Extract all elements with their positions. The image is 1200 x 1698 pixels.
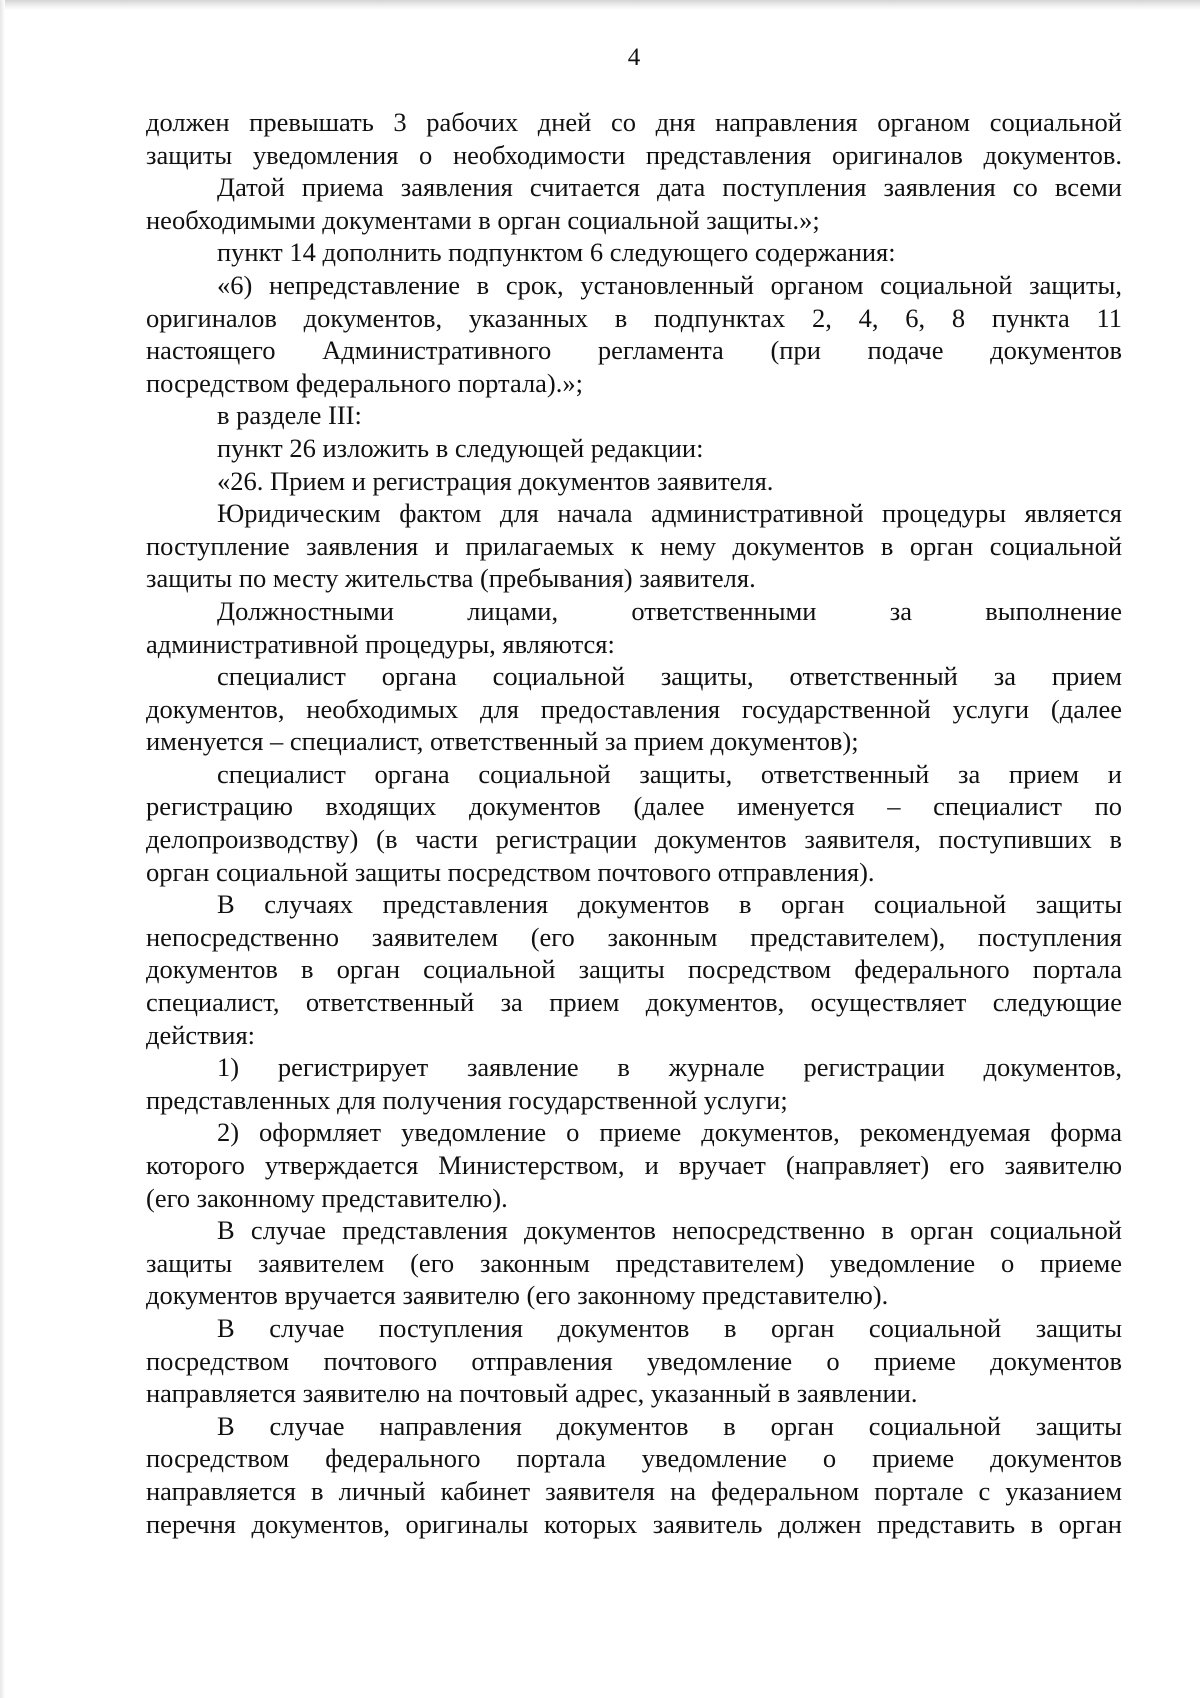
text-line: В случае поступления документов в орган социальной защиты xyxy=(217,1312,1122,1343)
text-line: делопроизводству) (в части регистрации документов заявителя, поступивших в xyxy=(146,824,1122,855)
text-line: оригиналов документов, указанных в подпунктах 2, 4, 6, 8 пункта 11 xyxy=(146,302,1122,333)
text-line: документов в орган социальной защиты посредством федерального портала xyxy=(146,954,1122,985)
text-line: пункт 14 дополнить подпунктом 6 следующего содержания: xyxy=(217,237,896,268)
text-line: «6) непредставление в срок, установленный органом социальной защиты, xyxy=(217,269,1122,300)
text-line: непосредственно заявителем (его законным представителем), поступления xyxy=(146,921,1122,952)
text-line: В случаях представления документов в орган социальной защиты xyxy=(217,889,1122,920)
text-line: посредством федерального портала).»; xyxy=(146,367,583,398)
text-line: документов вручается заявителю (его законному представителю). xyxy=(146,1280,889,1311)
text-line: необходимыми документами в орган социальной защиты.»; xyxy=(146,204,820,235)
text-line: «26. Прием и регистрация документов заявителя. xyxy=(217,465,774,496)
text-line: 1) регистрирует заявление в журнале регистрации документов, xyxy=(217,1052,1122,1083)
text-line: поступление заявления и прилагаемых к нему документов в орган социальной xyxy=(146,530,1122,561)
text-line: направляется заявителю на почтовый адрес, указанный в заявлении. xyxy=(146,1378,918,1409)
text-line: перечня документов, оригиналы которых заявитель должен представить в орган xyxy=(146,1508,1122,1539)
text-line: В случае представления документов непосредственно в орган социальной xyxy=(217,1215,1122,1246)
text-line: защиты по месту жительства (пребывания) заявителя. xyxy=(146,563,756,594)
text-line: направляется в личный кабинет заявителя на федеральном портале с указанием xyxy=(146,1475,1122,1506)
text-line: посредством почтового отправления уведомление о приеме документов xyxy=(146,1345,1122,1376)
text-line: защиты уведомления о необходимости представления оригиналов документов. xyxy=(146,139,1122,170)
text-line: пункт 26 изложить в следующей редакции: xyxy=(217,432,704,463)
text-line: специалист органа социальной защиты, ответственный за прием и xyxy=(217,758,1122,789)
text-line: орган социальной защиты посредством почтового отправления). xyxy=(146,856,875,887)
text-line: специалист органа социальной защиты, ответственный за прием xyxy=(217,661,1122,692)
text-line: должен превышать 3 рабочих дней со дня направления органом социальной xyxy=(146,107,1122,137)
text-line: защиты заявителем (его законным представителем) уведомление о приеме xyxy=(146,1247,1122,1278)
text-line: Юридическим фактом для начала административной процедуры является xyxy=(217,498,1122,529)
text-line: административной процедуры, являются: xyxy=(146,628,615,659)
document-body xyxy=(146,106,1122,1540)
text-line: настоящего Административного регламента (при подаче документов xyxy=(146,335,1122,366)
page-number: 4 xyxy=(627,44,641,71)
text-line: Должностными лицами, ответственными за выполнение xyxy=(217,595,1122,626)
text-line: в разделе III: xyxy=(217,400,362,431)
scan-left-edge xyxy=(0,0,5,1698)
text-line: посредством федерального портала уведомление о приеме документов xyxy=(146,1443,1122,1474)
text-line: специалист, ответственный за прием документов, осуществляет следующие xyxy=(146,987,1122,1018)
text-line: 2) оформляет уведомление о приеме документов, рекомендуемая форма xyxy=(217,1117,1122,1148)
text-line: представленных для получения государственной услуги; xyxy=(146,1084,788,1115)
text-line: регистрацию входящих документов (далее именуется – специалист по xyxy=(146,791,1122,822)
text-line: (его законному представителю). xyxy=(146,1182,508,1213)
text-line: которого утверждается Министерством, и вручает (направляет) его заявителю xyxy=(146,1150,1122,1180)
text-line: В случае направления документов в орган социальной защиты xyxy=(217,1410,1122,1441)
text-line: именуется – специалист, ответственный за прием документов); xyxy=(146,726,859,757)
text-line: Датой приема заявления считается дата поступления заявления со всеми xyxy=(217,172,1122,203)
scan-top-edge xyxy=(0,0,1200,10)
text-line: действия: xyxy=(146,1019,256,1050)
text-line: документов, необходимых для предоставления государственной услуги (далее xyxy=(146,693,1122,724)
